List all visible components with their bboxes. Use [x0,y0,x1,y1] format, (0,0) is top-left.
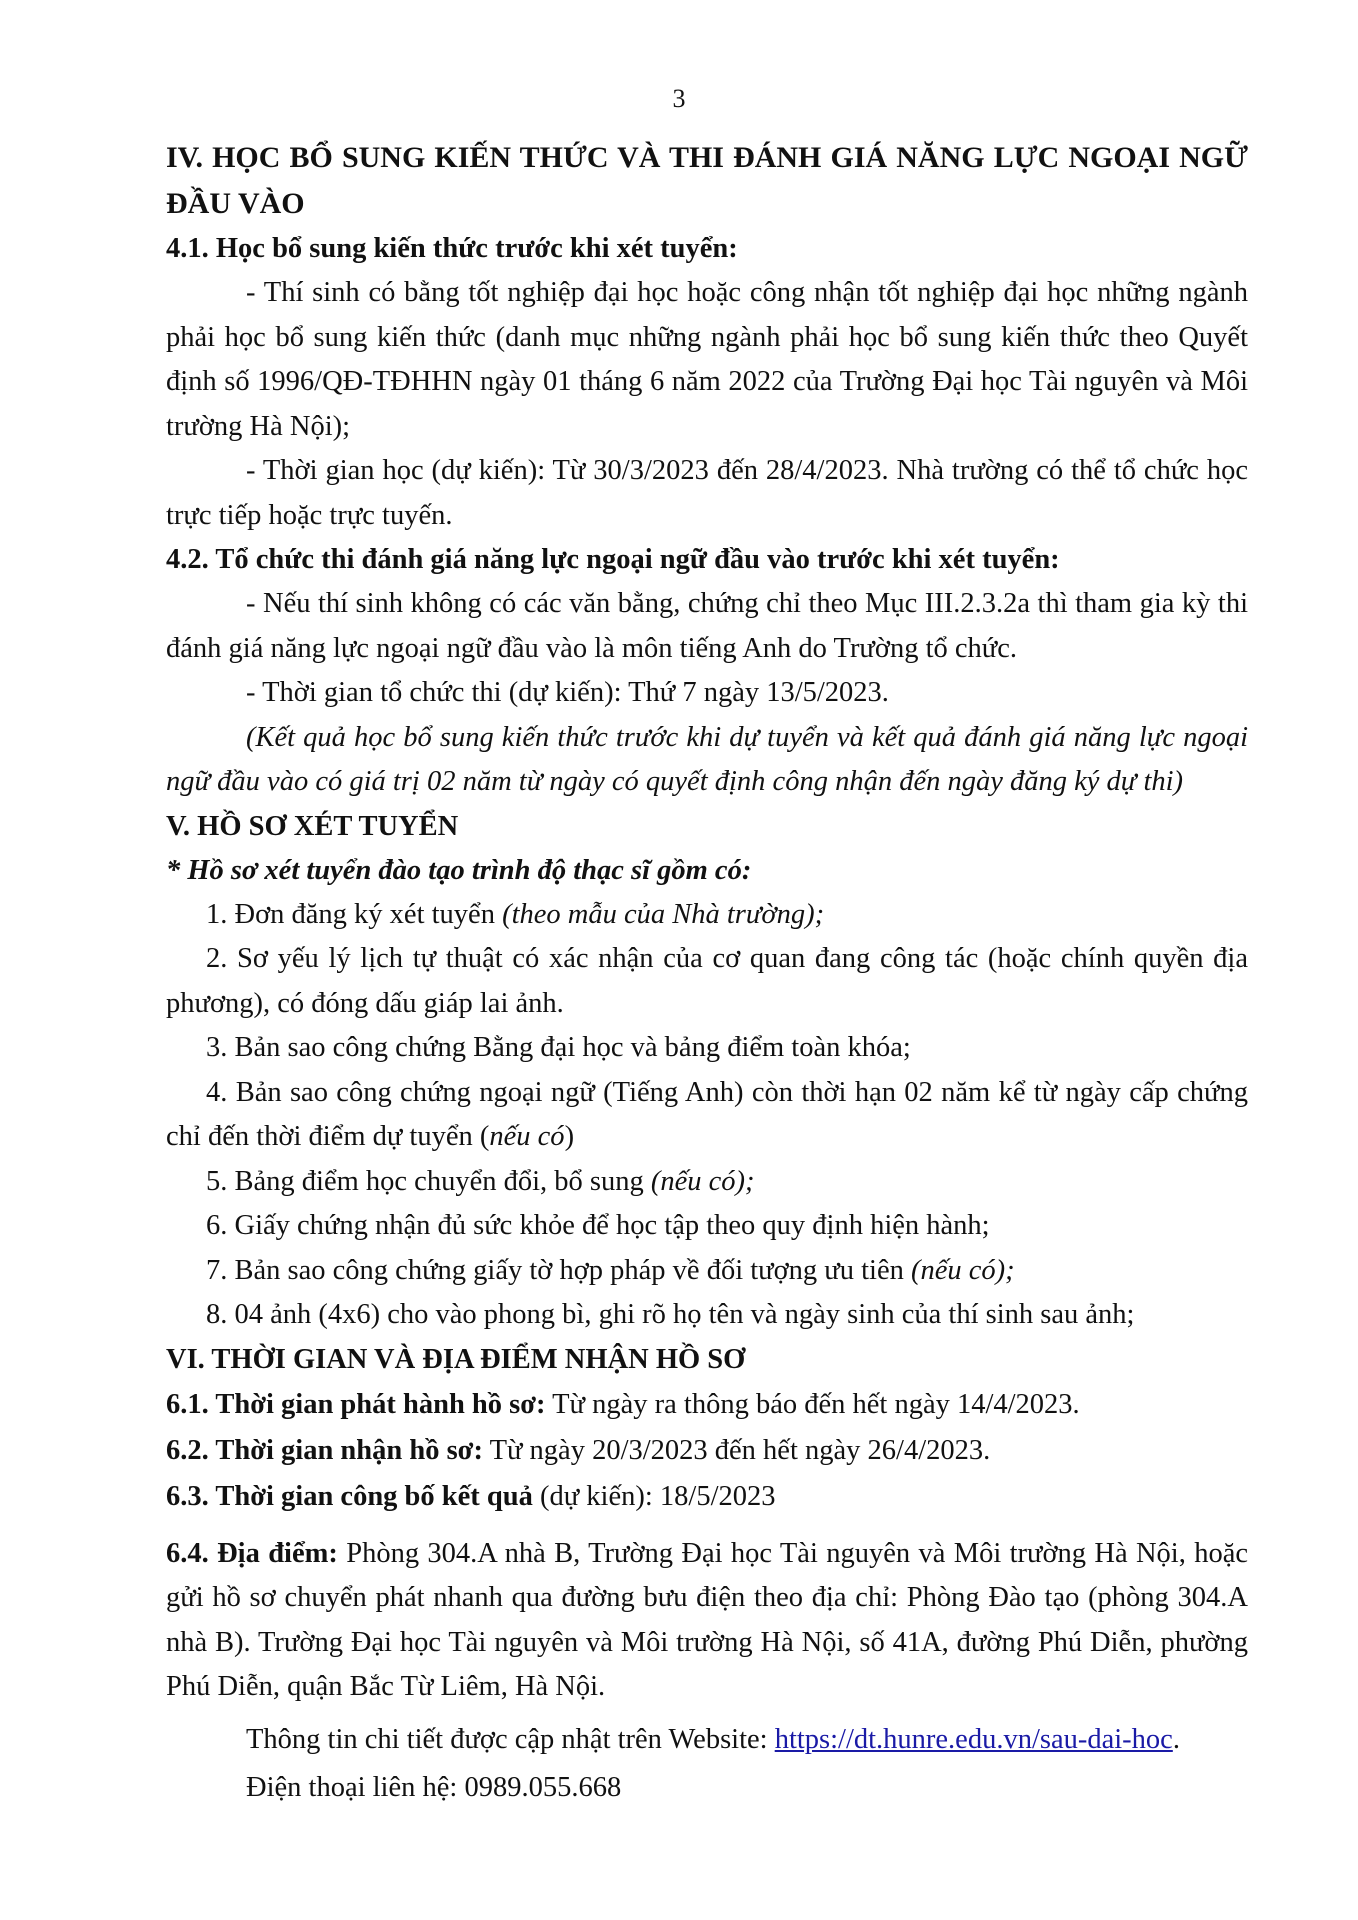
website-line: Thông tin chi tiết được cập nhật trên Website: https://dt.hunre.edu.vn/sau-dai-hoc. [246,1723,1180,1755]
section-4-2-paragraph-2: - Thời gian tổ chức thi (dự kiến): Thứ 7 ngày 13/5/2023. [246,677,889,708]
dossier-item-5: 5. Bảng điểm học chuyển đổi, bổ sung (nếu có); [206,1165,755,1197]
phone-line: Điện thoại liên hệ: 0989.055.668 [246,1771,622,1803]
section-6-4: 6.4. Địa điểm: Phòng 304.A nhà B, Trường Đại học Tài nguyên và Môi trường Hà Nội, hoặc gửi hồ sơ chuyển phát nhanh qua đường bưu điện theo địa chỉ: Phòng Đào tạo (phòng 304.A nhà B). Trường Đại học Tài nguyên và Môi trường Hà Nội, số 41A, đường Phú Diễn, phường Phú Diễn, quận Bắc Từ Liêm, Hà Nội. [166,1537,1248,1702]
section-vi-heading: VI. THỜI GIAN VÀ ĐỊA ĐIỂM NHẬN HỒ SƠ [166,1343,746,1375]
dossier-item-2: 2. Sơ yếu lý lịch tự thuật có xác nhận của cơ quan đang công tác (hoặc chính quyền địa phương), có đóng dấu giáp lai ảnh. [166,943,1248,1019]
website-link[interactable]: https://dt.hunre.edu.vn/sau-dai-hoc [774,1723,1173,1755]
section-iv-heading: IV. HỌC BỔ SUNG KIẾN THỨC VÀ THI ĐÁNH GIÁ NĂNG LỰC NGOẠI NGỮ ĐẦU VÀO [166,141,1248,220]
dossier-item-6: 6. Giấy chứng nhận đủ sức khỏe để học tập theo quy định hiện hành; [206,1210,990,1241]
section-6-3: 6.3. Thời gian công bố kết quả (dự kiến): 18/5/2023 [166,1480,776,1512]
section-4-note: (Kết quả học bổ sung kiến thức trước khi dự tuyển và kết quả đánh giá năng lực ngoại ngữ đầu vào có giá trị 02 năm từ ngày có quyết định công nhận đến ngày đăng ký dự thi) [166,721,1248,797]
section-6-1: 6.1. Thời gian phát hành hồ sơ: Từ ngày ra thông báo đến hết ngày 14/4/2023. [166,1388,1080,1420]
dossier-item-7: 7. Bản sao công chứng giấy tờ hợp pháp về đối tượng ưu tiên (nếu có); [206,1254,1015,1286]
section-4-1-paragraph-2: - Thời gian học (dự kiến): Từ 30/3/2023 đến 28/4/2023. Nhà trường có thể tổ chức học trực tiếp hoặc trực tuyến. [166,455,1248,531]
section-4-1-paragraph-1: - Thí sinh có bằng tốt nghiệp đại học hoặc công nhận tốt nghiệp đại học những ngành phải học bổ sung kiến thức (danh mục những ngành phải học bổ sung kiến thức theo Quyết định số 1996/QĐ-TĐHHN ngày 01 tháng 6 năm 2022 của Trường Đại học Tài nguyên và Môi trường Hà Nội); [166,277,1248,442]
section-4-1-heading: 4.1. Học bổ sung kiến thức trước khi xét tuyển: [166,233,738,264]
section-v-heading: V. HỒ SƠ XÉT TUYỂN [166,810,459,842]
dossier-item-8: 8. 04 ảnh (4x6) cho vào phong bì, ghi rõ họ tên và ngày sinh của thí sinh sau ảnh; [206,1299,1135,1330]
section-4-2-heading: 4.2. Tổ chức thi đánh giá năng lực ngoại ngữ đầu vào trước khi xét tuyển: [166,544,1060,575]
dossier-item-3: 3. Bản sao công chứng Bằng đại học và bảng điểm toàn khóa; [206,1032,911,1063]
section-v-subheading: * Hồ sơ xét tuyển đào tạo trình độ thạc sĩ gồm có: [166,854,752,886]
dossier-item-1: 1. Đơn đăng ký xét tuyển (theo mẫu của Nhà trường); [206,898,825,930]
document-body [166,135,1248,1812]
page-number: 3 [672,84,686,113]
dossier-item-4: 4. Bản sao công chứng ngoại ngữ (Tiếng Anh) còn thời hạn 02 năm kể từ ngày cấp chứng chỉ đến thời điểm dự tuyển (nếu có) [166,1076,1248,1152]
section-4-2-paragraph-1: - Nếu thí sinh không có các văn bằng, chứng chỉ theo Mục III.2.3.2a thì tham gia kỳ thi đánh giá năng lực ngoại ngữ đầu vào là môn tiếng Anh do Trường tổ chức. [166,588,1248,664]
section-6-2: 6.2. Thời gian nhận hồ sơ: Từ ngày 20/3/2023 đến hết ngày 26/4/2023. [166,1434,991,1466]
